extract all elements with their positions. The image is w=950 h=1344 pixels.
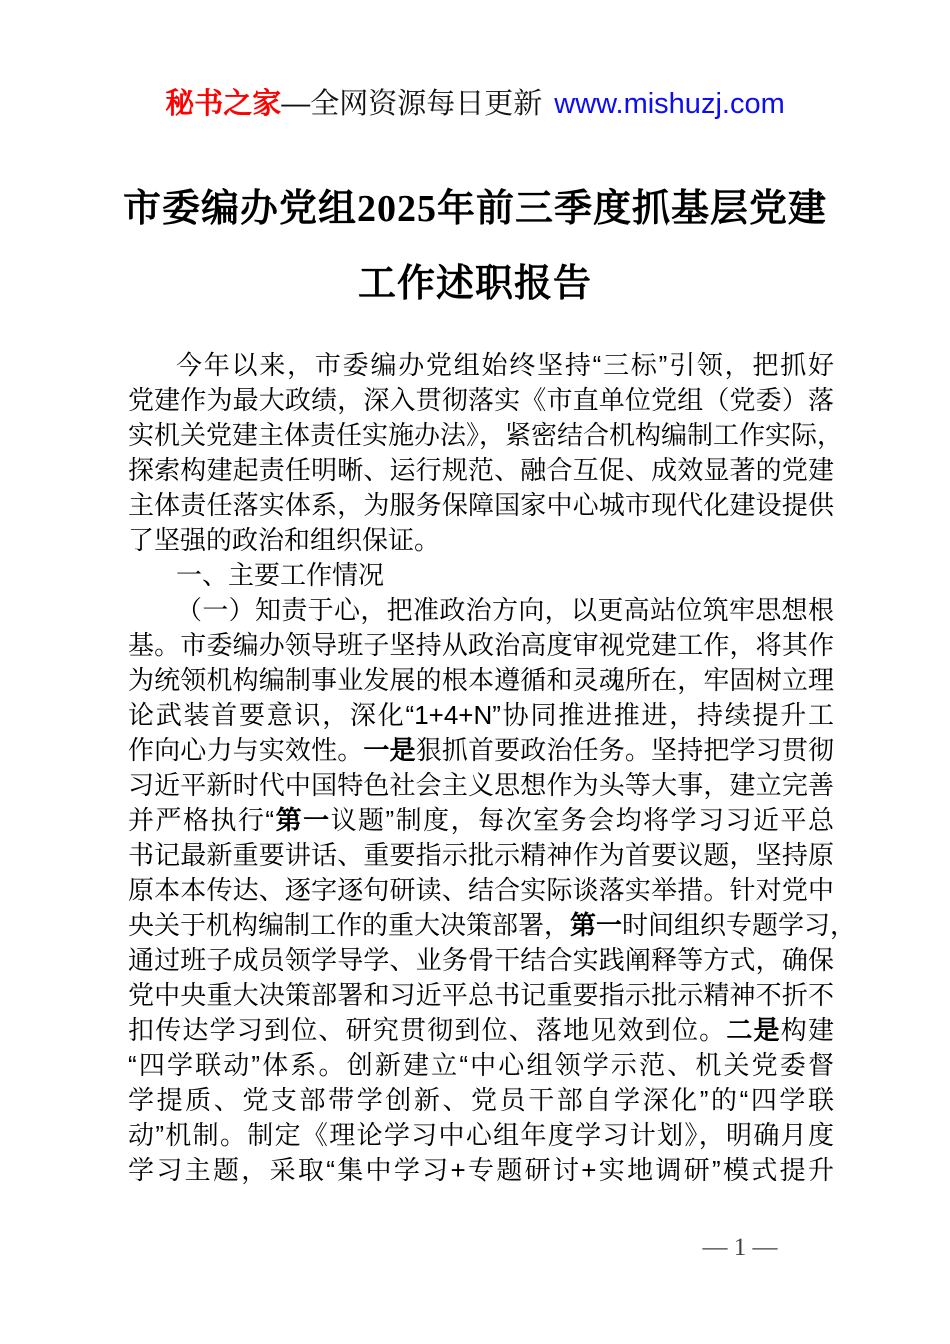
text-line	[128, 663, 834, 698]
text-segment: 党中央重大决策部署和习近平总书记重要指示批示精神不折不	[128, 980, 834, 1010]
text-segment: 动”机制。制定《理论学习中心组年度学习计划》，明确月度	[128, 1120, 834, 1150]
text-line	[128, 1083, 834, 1118]
text-segment: 狠抓首要政治任务。坚持把学习贯彻	[415, 735, 834, 765]
text-segment: 学习主题，采取“集中学习+专题研讨+实地调研”模式提升	[128, 1155, 834, 1185]
page-number: — 1 —	[702, 1234, 778, 1261]
text-segment: 时间组织专题学习，	[622, 910, 857, 940]
text-line	[128, 1153, 834, 1188]
document-title	[0, 172, 950, 322]
text-segment: 扣传达学习到位、研究贯彻到位、落地见效到位。	[128, 1015, 727, 1045]
text-line	[128, 978, 834, 1013]
text-segment: 并严格执行“	[128, 805, 275, 835]
text-segment: 探索构建起责任明晰、运行规范、融合互促、成效显著的党建	[128, 455, 834, 485]
text-line	[128, 523, 834, 558]
text-segment: 央关于机构编制工作的重大决策部署，	[128, 910, 571, 940]
text-line	[128, 488, 834, 523]
bold-text-segment: 第一	[274, 805, 331, 835]
text-segment: 一、主要工作情况	[176, 560, 385, 590]
text-line	[128, 1118, 834, 1153]
text-line	[128, 628, 834, 663]
text-line	[128, 383, 834, 418]
text-line	[128, 803, 834, 838]
text-segment: 原本本传达、逐字逐句研读、结合实际谈落实举措。针对党中	[128, 875, 834, 905]
text-segment: 议题”制度，每次室务会均将学习习近平总	[330, 805, 834, 835]
text-segment: “四学联动”体系。创新建立“中心组领学示范、机关党委督	[128, 1050, 834, 1080]
bold-text-segment: 二是	[726, 1015, 781, 1045]
text-line	[128, 418, 844, 453]
text-line	[128, 593, 834, 628]
text-line	[128, 768, 834, 803]
header-tagline: 全网资源每日更新	[310, 88, 543, 120]
bold-text-segment: 一是	[363, 735, 416, 765]
text-segment: 今年以来，市委编办党组始终坚持“三标”引领，把抓好	[176, 350, 834, 380]
text-segment: 习近平新时代中国特色社会主义思想作为头等大事，建立完善	[128, 770, 834, 800]
text-segment: 基。市委编办领导班子坚持从政治高度审视党建工作，将其作	[128, 630, 834, 660]
text-line	[128, 348, 834, 383]
text-line	[128, 1013, 834, 1048]
text-segment: 主体责任落实体系，为服务保障国家中心城市现代化建设提供	[128, 490, 834, 520]
bold-text-segment: 第一	[570, 910, 623, 940]
text-segment: 实机关党建主体责任实施办法》，紧密结合机构编制工作实际，	[128, 420, 844, 450]
text-segment: 论武装首要意识，深化“1+4+N”协同推进推进，持续提升工	[128, 700, 834, 730]
header-url-link[interactable]: www.mishuzj.com	[554, 88, 785, 120]
text-line	[128, 733, 834, 768]
document-body	[128, 348, 857, 1188]
document-title-line1: 市委编办党组2025年前三季度抓基层党建	[122, 188, 827, 230]
text-segment: 通过班子成员领学导学、业务骨干结合实践阐释等方式，确保	[128, 945, 834, 975]
text-line	[128, 698, 834, 733]
text-line	[128, 1048, 834, 1083]
text-line	[128, 908, 857, 943]
text-segment: 为统领机构编制事业发展的根本遵循和灵魂所在，牢固树立理	[128, 665, 834, 695]
site-brand: 秘书之家	[165, 88, 282, 120]
text-segment: 书记最新重要讲话、重要指示批示精神作为首要议题，坚持原	[128, 840, 834, 870]
text-segment: 了坚强的政治和组织保证。	[128, 525, 441, 555]
text-line	[128, 838, 834, 873]
page-header	[0, 84, 950, 124]
text-line	[128, 453, 834, 488]
text-segment: 党建作为最大政绩，深入贯彻落实《市直单位党组（党委）落	[128, 385, 834, 415]
document-title-line2: 工作述职报告	[357, 263, 592, 305]
text-segment: （一）知责于心，把准政治方向，以更高站位筑牢思想根	[176, 595, 834, 625]
text-segment: 构建	[780, 1015, 834, 1045]
text-segment: 作向心力与实效性。	[128, 735, 364, 765]
text-line	[128, 873, 834, 908]
header-separator: —	[281, 88, 311, 120]
text-segment: 学提质、党支部带学创新、党员干部自学深化”的“四学联	[128, 1085, 834, 1115]
text-line	[128, 943, 834, 978]
section-heading	[128, 558, 834, 593]
